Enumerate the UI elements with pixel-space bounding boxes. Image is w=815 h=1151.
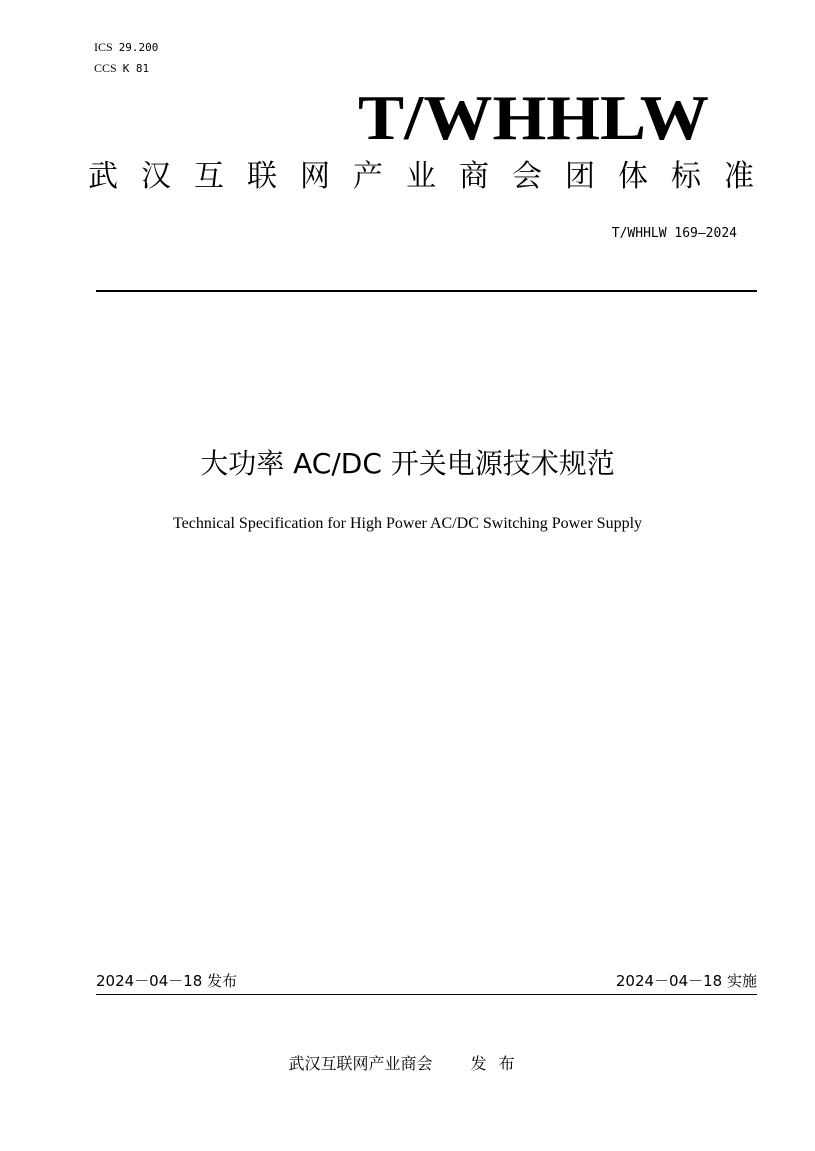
header-divider xyxy=(96,290,757,292)
ccs-code: K 81 xyxy=(122,62,150,75)
publish-date: 2024－04－18 发布 xyxy=(96,972,238,990)
org-title-char: 团 xyxy=(565,159,595,194)
org-title-char: 网 xyxy=(300,159,330,194)
issuer-line xyxy=(0,1053,815,1075)
org-title-char: 会 xyxy=(512,159,542,194)
org-title-char: 联 xyxy=(247,159,277,194)
ics-code: 29.200 xyxy=(118,41,159,54)
org-title-char: 体 xyxy=(618,159,648,194)
standard-logo: T/WHHLW xyxy=(358,82,709,153)
org-title-char: 汉 xyxy=(141,159,171,194)
org-title-char: 武 xyxy=(88,159,118,194)
ics-line xyxy=(94,40,158,55)
org-title-char: 业 xyxy=(406,159,436,194)
document-title-en: Technical Specification for High Power AC/DC Switching Power Supply xyxy=(172,515,643,532)
org-title-char: 准 xyxy=(724,159,754,194)
org-title-char: 标 xyxy=(671,159,701,194)
org-standard-title xyxy=(88,155,754,199)
issuer-name: 武汉互联网产业商会 xyxy=(288,1054,433,1073)
ccs-label: CCS xyxy=(94,61,117,75)
issue-action: 发布 xyxy=(470,1054,527,1073)
org-title-char: 互 xyxy=(194,159,224,194)
ics-label: ICS xyxy=(94,40,113,54)
ccs-line xyxy=(94,61,149,76)
footer-divider xyxy=(96,994,757,995)
standard-number: T/WHHLW 169—2024 xyxy=(611,226,737,241)
org-title-char: 商 xyxy=(459,159,489,194)
org-title-char: 产 xyxy=(353,159,383,194)
implement-date: 2024－04－18 实施 xyxy=(615,972,757,990)
document-title-cn: 大功率 AC/DC 开关电源技术规范 xyxy=(200,447,615,480)
